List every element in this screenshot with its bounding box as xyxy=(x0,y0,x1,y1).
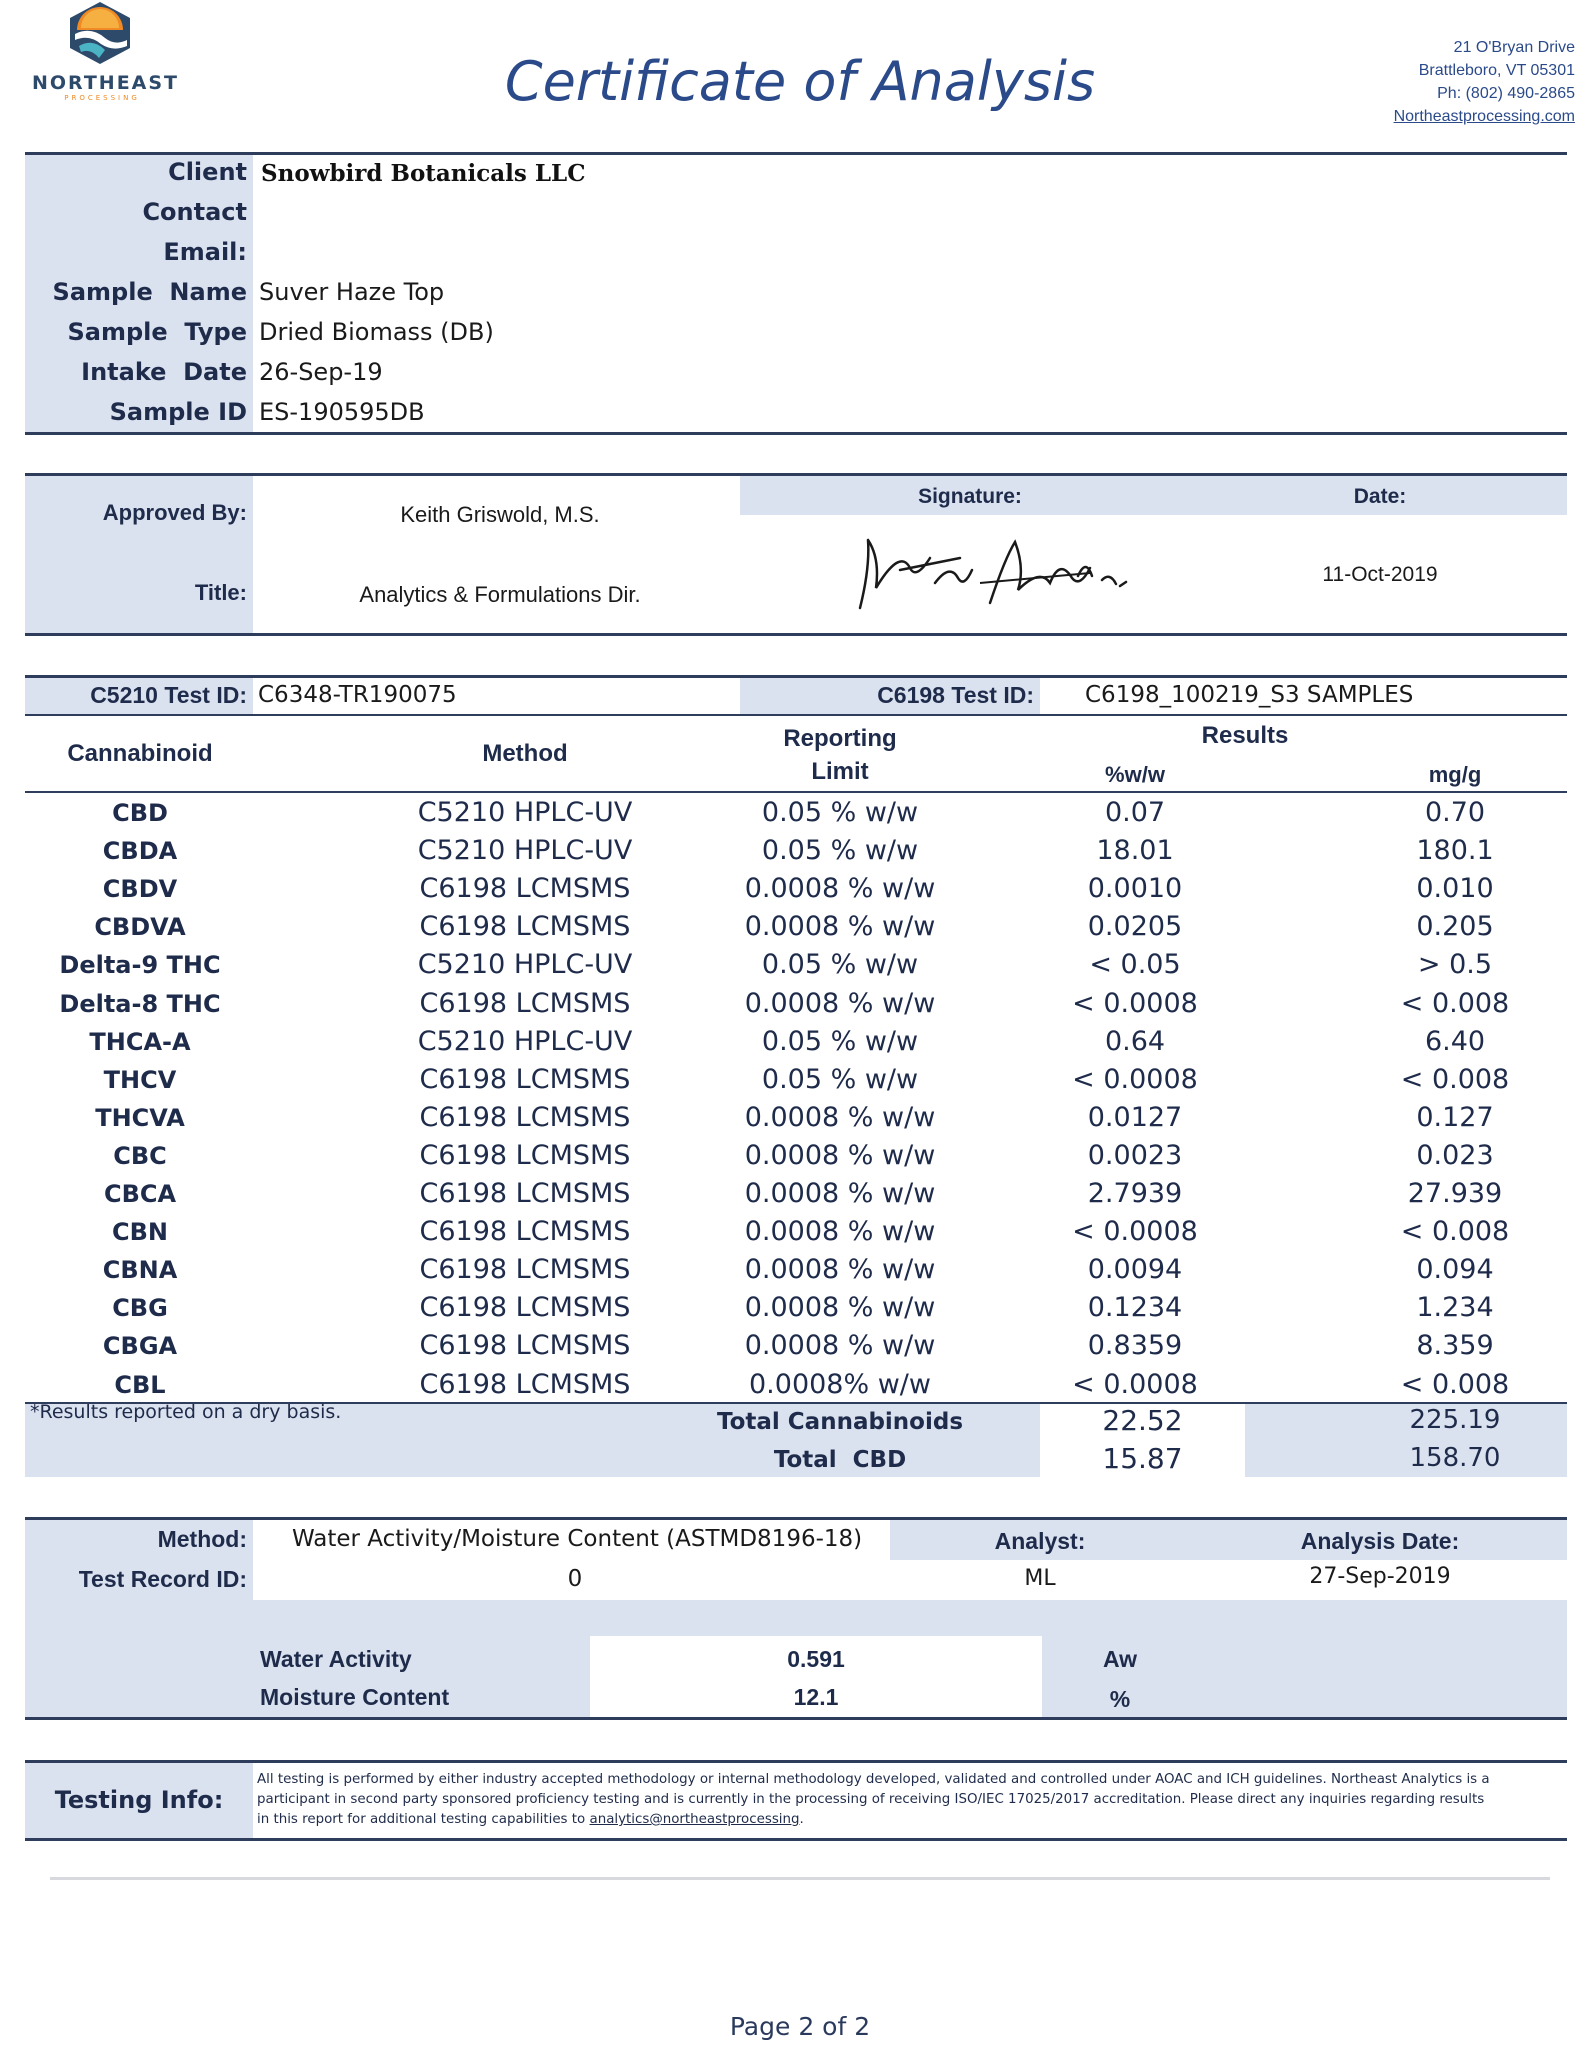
result-pct-cell: 2.7939 xyxy=(1087,1178,1183,1209)
water-activity-unit: Aw xyxy=(1102,1646,1138,1672)
cannabinoid-name: CBC xyxy=(113,1141,167,1170)
reporting-limit-cell: 0.05 % w/w xyxy=(761,797,919,828)
reporting-limit-cell: 0.0008 % w/w xyxy=(744,987,936,1019)
client-label: Client xyxy=(168,158,247,186)
cannabinoid-name: CBNA xyxy=(102,1256,178,1285)
method-cell: C6198 LCMSMS xyxy=(419,1330,631,1362)
reporting-limit-cell: 0.05 % w/w xyxy=(761,835,919,867)
method-cell: C6198 LCMSMS xyxy=(419,1368,631,1400)
title-value: Analytics & Formulations Dir. xyxy=(359,582,641,607)
logo-text: NORTHEAST xyxy=(32,72,180,94)
table-row xyxy=(25,1213,1567,1251)
address-phone: Ph: (802) 490-2865 xyxy=(1437,85,1575,102)
title-label: Title: xyxy=(194,580,247,605)
logo-subtext: PROCESSING xyxy=(64,94,140,102)
table-row xyxy=(25,985,1567,1023)
water-method-value: Water Activity/Moisture Content (ASTMD8196-18) xyxy=(292,1526,863,1552)
cannabinoid-name: CBDA xyxy=(102,837,178,866)
analyst-value: ML xyxy=(1024,1566,1056,1591)
method-cell: C6198 LCMSMS xyxy=(419,1292,631,1324)
moisture-content-label: Moisture Content xyxy=(260,1684,450,1710)
result-mg-cell: < 0.008 xyxy=(1400,987,1510,1019)
sample-type-value: Dried Biomass (DB) xyxy=(259,318,494,346)
table-row xyxy=(25,1366,1567,1404)
total-cbd-mg: 158.70 xyxy=(1409,1443,1501,1473)
email-label: Email: xyxy=(163,238,247,266)
table-row xyxy=(25,1137,1567,1175)
result-mg-cell: < 0.008 xyxy=(1400,1063,1510,1095)
approved-by-label: Approved By: xyxy=(102,500,247,525)
table-row xyxy=(25,1023,1567,1061)
testing-info-line3-end: . xyxy=(799,1812,804,1827)
cannabinoid-name: Delta-9 THC xyxy=(59,951,221,980)
contact-label: Contact xyxy=(142,198,247,226)
col-header-pct-ww: %w/w xyxy=(1105,762,1165,787)
company-website-link[interactable]: Northeastprocessing.com xyxy=(1393,108,1575,125)
result-pct-cell: 0.0127 xyxy=(1087,1101,1183,1133)
reporting-limit-cell: 0.0008 % w/w xyxy=(744,1216,936,1248)
cannabinoid-name: Delta-8 THC xyxy=(59,989,221,1018)
result-mg-cell: < 0.008 xyxy=(1400,1216,1510,1248)
result-mg-cell: 0.094 xyxy=(1416,1254,1494,1286)
col-header-cannabinoid: Cannabinoid xyxy=(67,740,213,767)
col-header-reporting-limit xyxy=(665,722,1015,788)
result-mg-cell: > 0.5 xyxy=(1417,949,1493,981)
c6198-test-id-value: C6198_100219_S3 SAMPLES xyxy=(1085,682,1414,708)
result-pct-cell: 0.0010 xyxy=(1087,873,1183,905)
sample-id-label: Sample ID xyxy=(109,398,247,426)
method-cell: C6198 LCMSMS xyxy=(419,873,631,905)
testing-info-label: Testing Info: xyxy=(54,1786,224,1814)
result-mg-cell: 0.023 xyxy=(1416,1139,1494,1171)
result-pct-cell: 0.0205 xyxy=(1087,911,1183,943)
result-pct-cell: 0.0023 xyxy=(1087,1139,1183,1171)
result-pct-cell: 0.1234 xyxy=(1087,1292,1183,1324)
result-pct-cell: 0.0094 xyxy=(1087,1254,1183,1286)
table-row xyxy=(25,1251,1567,1289)
cannabinoid-name: CBCA xyxy=(103,1180,177,1208)
sample-type-label: Sample Type xyxy=(67,318,247,346)
footer-divider xyxy=(50,1877,1550,1880)
method-cell: C5210 HPLC-UV xyxy=(417,949,633,981)
company-address xyxy=(1250,36,1575,128)
table-row xyxy=(25,908,1567,946)
testing-info-line1: All testing is performed by either industry accepted methodology or internal methodology developed, validated and controlled under AOAC and ICH guidelines. Northeast Analytics is a xyxy=(257,1772,1490,1787)
address-city: Brattleboro, VT 05301 xyxy=(1418,62,1575,79)
contact-email-link[interactable]: analytics@northeastprocessing xyxy=(589,1812,800,1827)
result-mg-cell: 0.010 xyxy=(1416,873,1494,905)
result-pct-cell: < 0.0008 xyxy=(1072,1216,1198,1248)
table-row xyxy=(25,1289,1567,1327)
method-cell: C6198 LCMSMS xyxy=(419,1063,631,1095)
total-cbd-label: Total CBD xyxy=(773,1447,907,1473)
result-mg-cell: 6.40 xyxy=(1424,1025,1486,1057)
result-mg-cell: 27.939 xyxy=(1407,1178,1503,1209)
result-mg-cell: 0.127 xyxy=(1416,1101,1494,1133)
intake-date-value: 26-Sep-19 xyxy=(259,358,383,386)
col-header-results: Results xyxy=(1201,722,1289,749)
result-mg-cell: 1.234 xyxy=(1416,1292,1494,1324)
method-cell: C5210 HPLC-UV xyxy=(417,835,633,867)
approved-by-value: Keith Griswold, M.S. xyxy=(400,502,600,527)
result-mg-cell: 0.70 xyxy=(1424,797,1486,828)
sample-id-value: ES-190595DB xyxy=(259,398,425,426)
total-cannabinoids-label: Total Cannabinoids xyxy=(716,1409,964,1435)
reporting-limit-cell: 0.0008% w/w xyxy=(749,1368,931,1400)
total-cannabinoids-mg: 225.19 xyxy=(1409,1405,1501,1435)
result-mg-cell: 180.1 xyxy=(1416,835,1494,867)
method-cell: C6198 LCMSMS xyxy=(419,987,631,1019)
result-pct-cell: 18.01 xyxy=(1096,835,1174,867)
result-pct-cell: 0.8359 xyxy=(1087,1330,1183,1362)
cannabinoid-name: CBL xyxy=(114,1370,166,1399)
reporting-limit-cell: 0.0008 % w/w xyxy=(744,1254,936,1286)
c6198-test-id-label: C6198 Test ID: xyxy=(877,682,1034,708)
reporting-limit-cell: 0.0008 % w/w xyxy=(744,1178,936,1209)
method-cell: C6198 LCMSMS xyxy=(419,1254,631,1286)
cannabinoid-name: THCA-A xyxy=(89,1027,191,1056)
client-value: Snowbird Botanicals LLC xyxy=(261,160,586,187)
water-activity-value: 0.591 xyxy=(787,1646,845,1672)
result-pct-cell: 0.64 xyxy=(1104,1025,1166,1057)
table-row xyxy=(25,870,1567,908)
reporting-limit-cell: 0.0008 % w/w xyxy=(744,1330,936,1362)
col-header-mg-g: mg/g xyxy=(1428,762,1482,787)
result-pct-cell: < 0.0008 xyxy=(1072,1368,1198,1400)
method-cell: C6198 LCMSMS xyxy=(419,911,631,943)
table-row xyxy=(25,1327,1567,1365)
table-row xyxy=(25,946,1567,984)
reporting-limit-cell: 0.0008 % w/w xyxy=(744,911,936,943)
date-label: Date: xyxy=(1353,485,1407,508)
water-activity-label: Water Activity xyxy=(260,1646,412,1672)
total-cbd-pct: 15.87 xyxy=(1102,1442,1183,1475)
total-cannabinoids-pct: 22.52 xyxy=(1102,1404,1183,1437)
signature-image xyxy=(840,528,1140,618)
analysis-date-label: Analysis Date: xyxy=(1300,1528,1460,1554)
cannabinoid-name: CBGA xyxy=(102,1332,178,1361)
water-method-label: Method: xyxy=(157,1526,247,1552)
reporting-limit-cell: 0.0008 % w/w xyxy=(744,1101,936,1133)
method-cell: C6198 LCMSMS xyxy=(419,1139,631,1171)
test-record-label: Test Record ID: xyxy=(78,1566,247,1592)
reporting-limit-cell: 0.0008 % w/w xyxy=(744,1139,936,1171)
table-row xyxy=(25,1099,1567,1137)
result-pct-cell: < 0.05 xyxy=(1089,949,1181,981)
table-row xyxy=(25,1061,1567,1099)
cannabinoid-name: CBDVA xyxy=(94,913,186,942)
reporting-limit-cell: 0.05 % w/w xyxy=(761,949,919,981)
analysis-date-value: 27-Sep-2019 xyxy=(1309,1564,1451,1589)
method-cell: C5210 HPLC-UV xyxy=(417,1025,633,1057)
cannabinoid-name: CBD xyxy=(112,799,168,827)
table-row xyxy=(25,832,1567,870)
method-cell: C6198 LCMSMS xyxy=(419,1216,631,1248)
cannabinoid-name: CBDV xyxy=(102,875,178,904)
results-footnote: *Results reported on a dry basis. xyxy=(30,1401,342,1423)
result-mg-cell: 0.205 xyxy=(1416,911,1494,943)
address-street: 21 O'Bryan Drive xyxy=(1453,39,1575,56)
result-pct-cell: < 0.0008 xyxy=(1072,1063,1198,1095)
intake-date-label: Intake Date xyxy=(81,358,247,386)
c5210-test-id-value: C6348-TR190075 xyxy=(258,682,457,708)
method-cell: C6198 LCMSMS xyxy=(419,1101,631,1133)
cannabinoid-name: THCVA xyxy=(95,1103,185,1132)
page-number: Page 2 of 2 xyxy=(729,2012,871,2041)
result-mg-cell: < 0.008 xyxy=(1400,1368,1510,1400)
table-row xyxy=(25,794,1567,832)
company-logo xyxy=(30,0,180,110)
col-header-reporting-line2: Limit xyxy=(811,758,869,785)
signature-label: Signature: xyxy=(918,485,1022,508)
sample-name-label: Sample Name xyxy=(52,278,247,306)
testing-info-line3 xyxy=(257,1810,1562,1830)
testing-info-line3-text: in this report for additional testing capabilities to xyxy=(257,1812,590,1827)
testing-info-line2: participant in second party sponsored proficiency testing and is currently in the processing of receiving ISO/IEC 17025/2017 accreditation. Please direct any inquiries regarding results xyxy=(257,1792,1485,1807)
col-header-reporting-line1: Reporting xyxy=(783,725,897,752)
test-record-value: 0 xyxy=(567,1566,583,1592)
reporting-limit-cell: 0.05 % w/w xyxy=(761,1025,919,1057)
table-row xyxy=(25,1175,1567,1213)
logo-icon xyxy=(65,0,135,66)
analyst-label: Analyst: xyxy=(994,1528,1086,1554)
result-pct-cell: 0.07 xyxy=(1104,797,1166,828)
c5210-test-id-label: C5210 Test ID: xyxy=(90,682,247,708)
sample-name-value: Suver Haze Top xyxy=(259,278,445,306)
moisture-content-value: 12.1 xyxy=(793,1684,839,1710)
cannabinoid-name: CBN xyxy=(112,1218,168,1247)
cannabinoid-name: THCV xyxy=(103,1065,177,1094)
method-cell: C5210 HPLC-UV xyxy=(417,797,633,828)
testing-info-text xyxy=(257,1770,1562,1830)
result-mg-cell: 8.359 xyxy=(1416,1330,1494,1362)
reporting-limit-cell: 0.0008 % w/w xyxy=(744,1292,936,1324)
approval-date-value: 11-Oct-2019 xyxy=(1322,563,1438,586)
result-pct-cell: < 0.0008 xyxy=(1072,987,1198,1019)
page-title: Certificate of Analysis xyxy=(504,50,1096,113)
cannabinoid-name: CBG xyxy=(112,1294,168,1323)
reporting-limit-cell: 0.05 % w/w xyxy=(761,1063,919,1095)
col-header-method: Method xyxy=(482,740,568,767)
reporting-limit-cell: 0.0008 % w/w xyxy=(744,873,936,905)
method-cell: C6198 LCMSMS xyxy=(419,1178,631,1209)
moisture-content-unit: % xyxy=(1109,1686,1131,1712)
